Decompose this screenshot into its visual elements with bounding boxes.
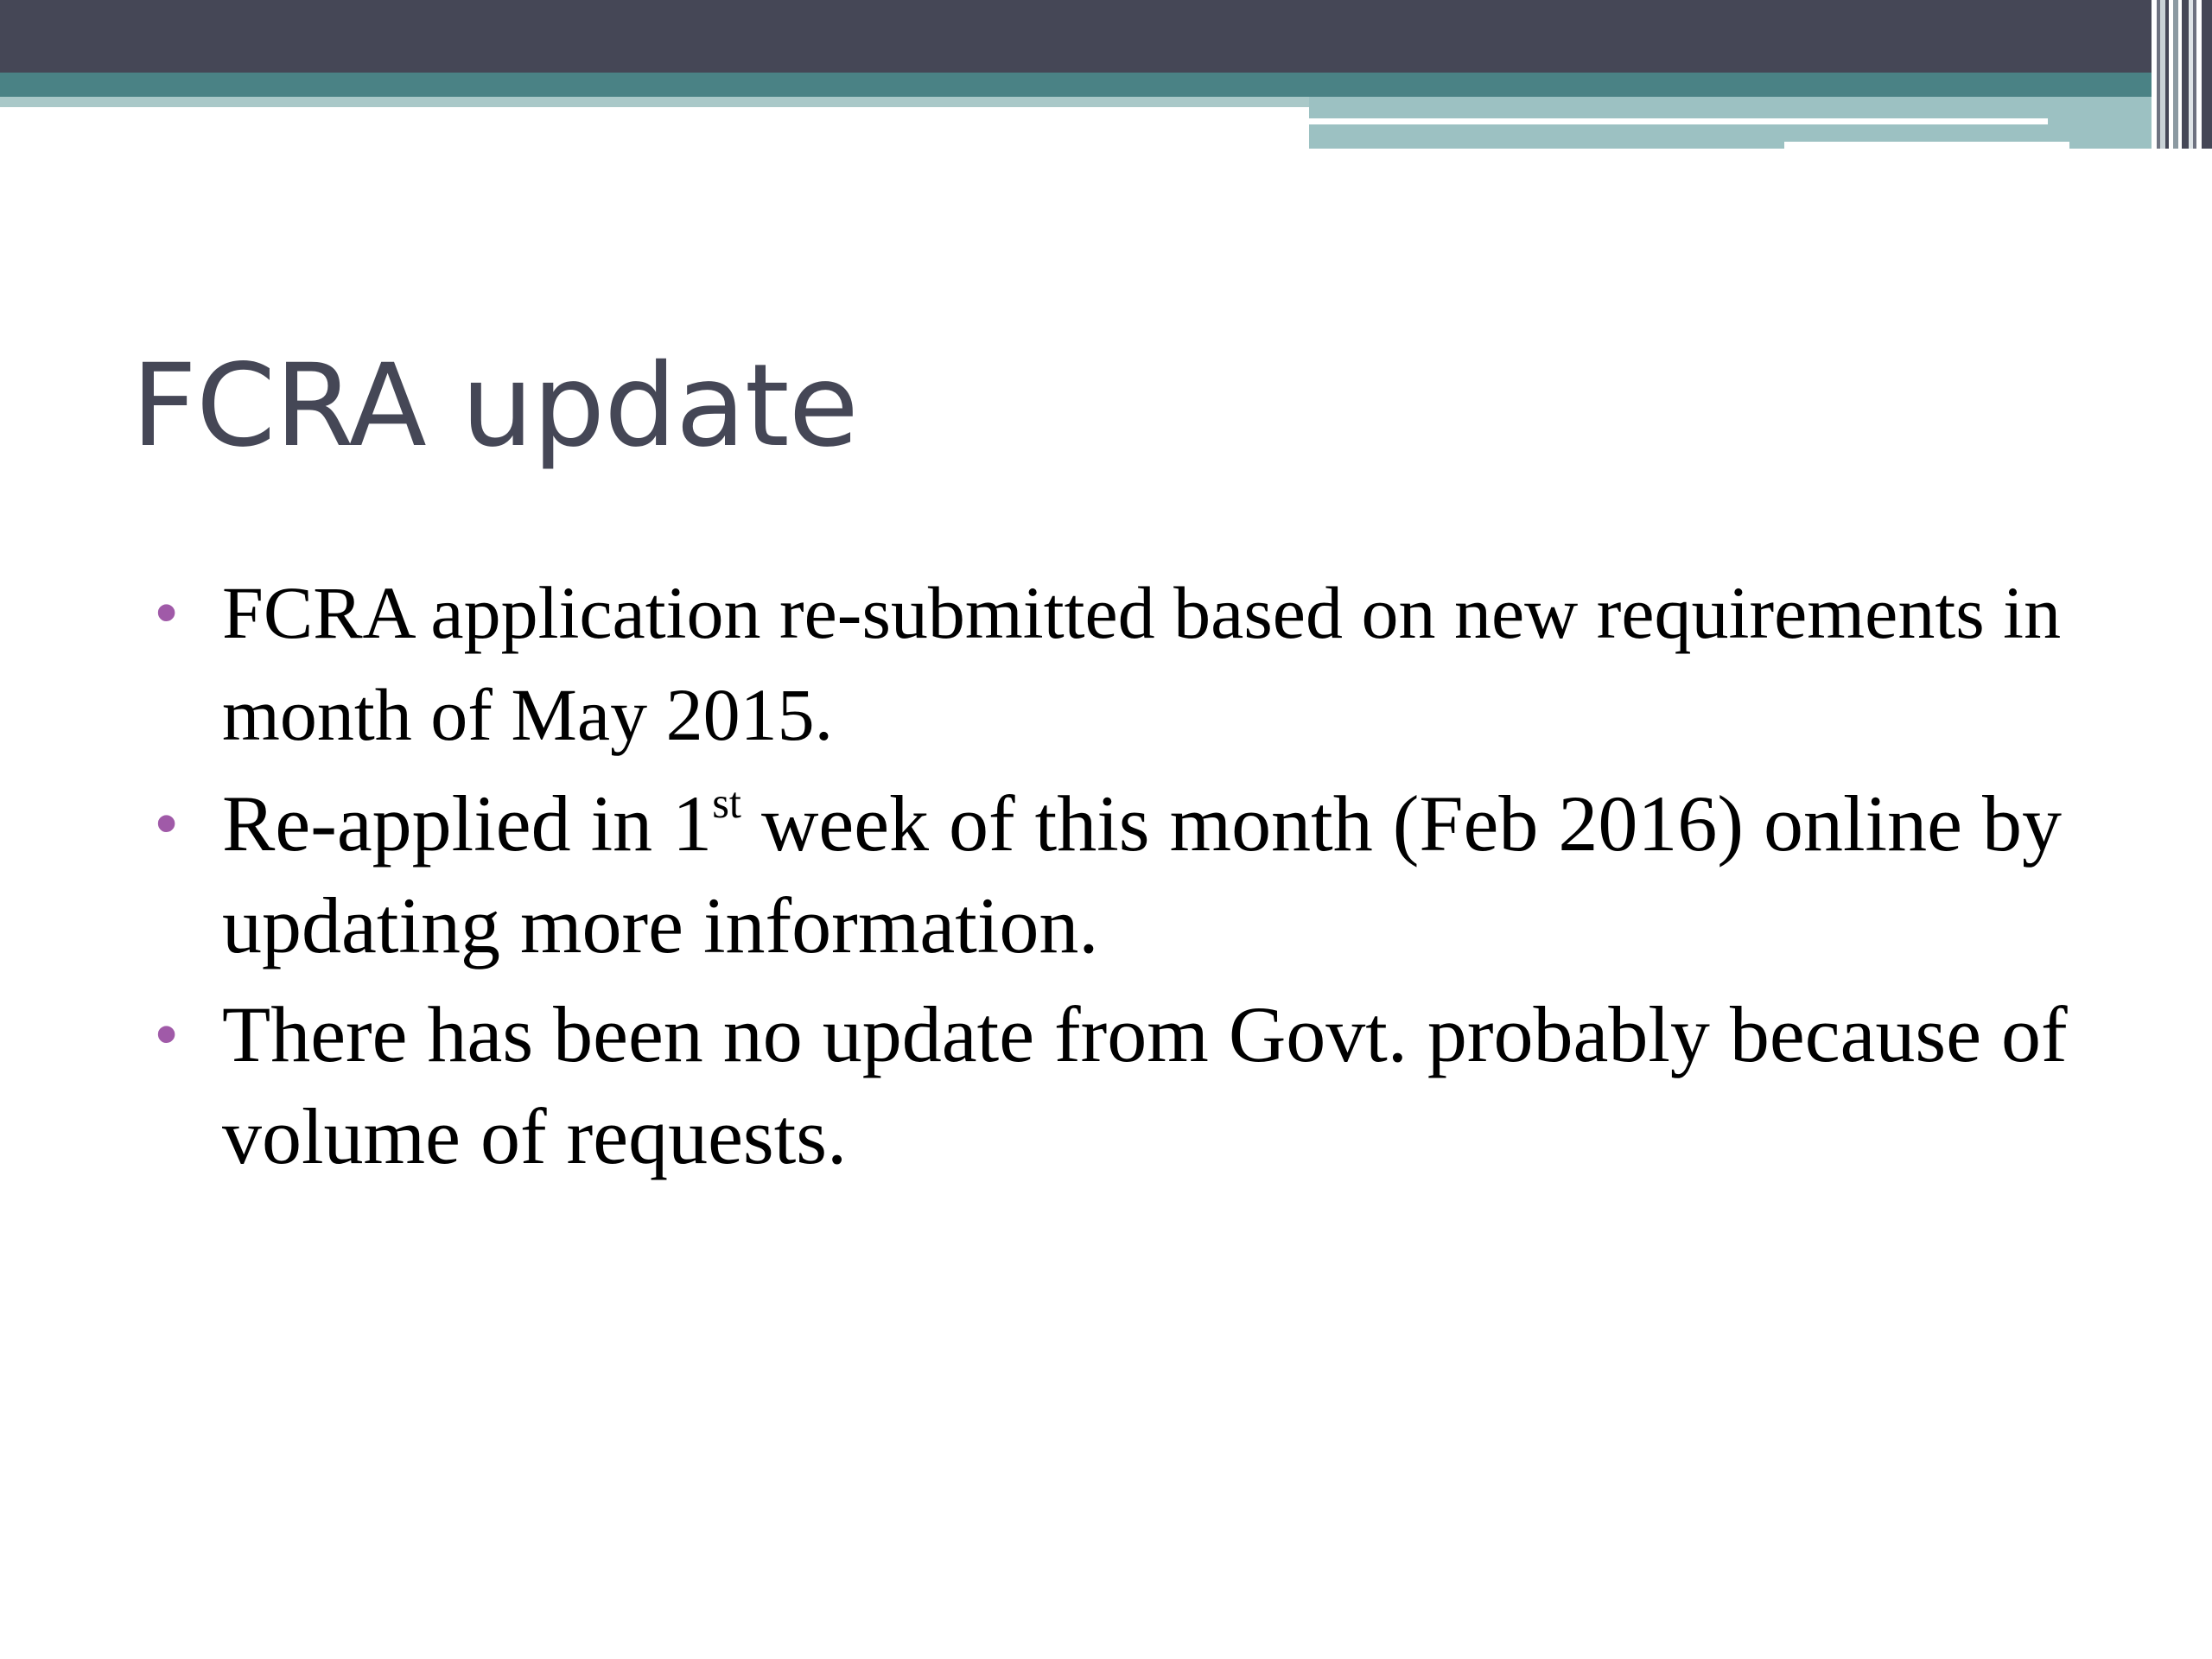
- bullet-dot-icon: •: [156, 578, 178, 647]
- bullet-list: [156, 562, 2100, 1194]
- header-band-white-line: [1309, 118, 2048, 124]
- header-band-light: [0, 97, 1309, 107]
- bullet-text-before: Re-applied in 1: [222, 779, 713, 868]
- bullet-dot-icon: •: [156, 1000, 178, 1069]
- header-band-right-cut: [1309, 142, 1784, 149]
- bullet-text-after: week of this month (Feb 2016) online by updating more information.: [222, 779, 2062, 969]
- bullet-dot-icon: •: [156, 789, 178, 858]
- bullet-item: [156, 983, 2100, 1187]
- bullet-text: There has been no update from Govt. probably because of volume of requests.: [222, 990, 2068, 1180]
- header-vertical-stripes: [2152, 0, 2212, 149]
- bullet-item: [156, 772, 2100, 976]
- bullet-text: FCRA application re-submitted based on new requirements in month of May 2015.: [222, 571, 2062, 756]
- slide-title: FCRA update: [131, 340, 858, 473]
- header-band-dark: [0, 0, 2212, 73]
- header-band-white-line-2: [1784, 142, 2069, 149]
- bullet-item: [156, 562, 2100, 766]
- bullet-superscript: st: [712, 779, 741, 828]
- header-band-teal: [0, 73, 2212, 97]
